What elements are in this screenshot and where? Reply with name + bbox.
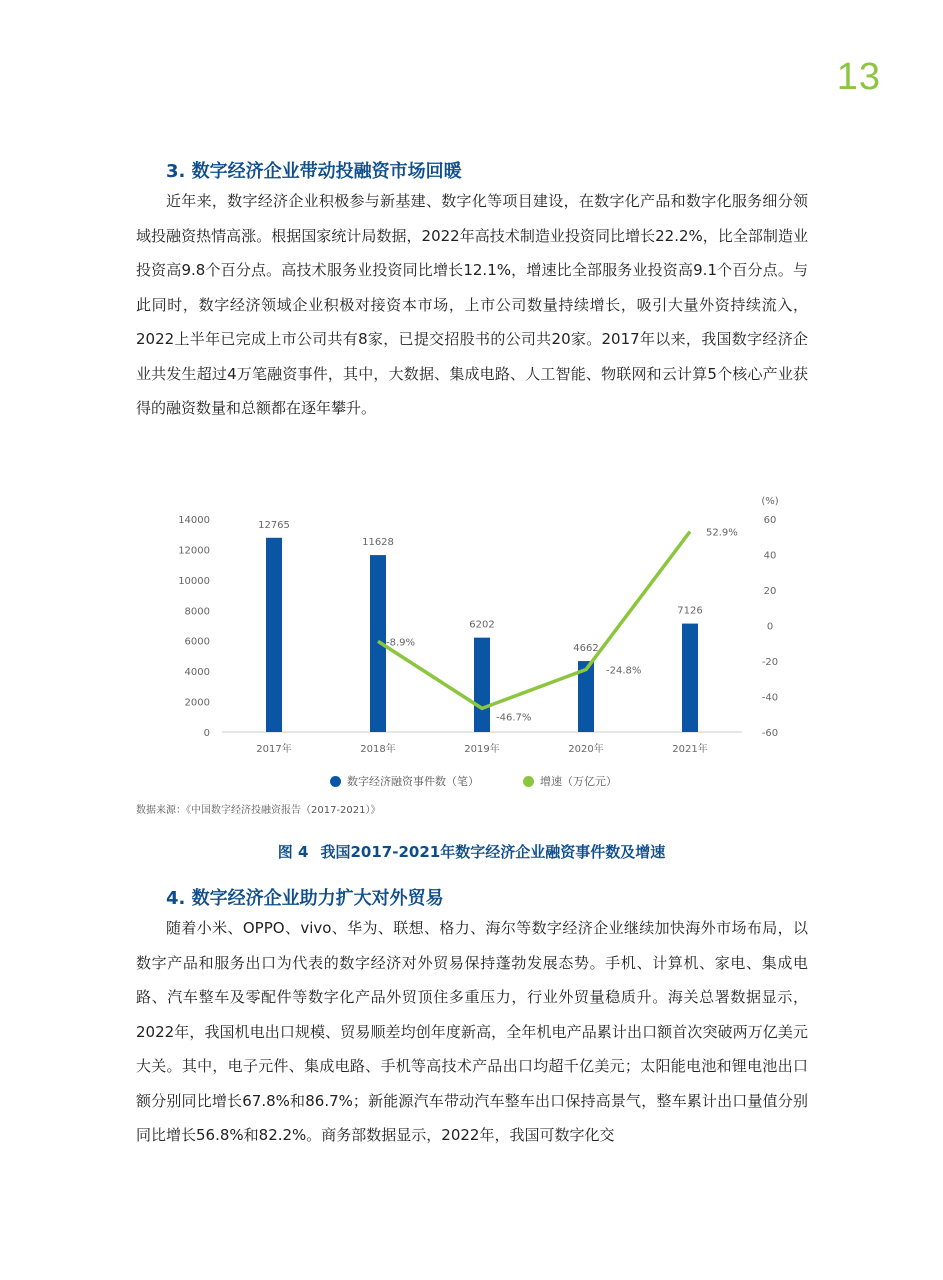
bar-data-label: 6202 bbox=[469, 619, 495, 631]
bar bbox=[266, 538, 282, 732]
legend-item-line bbox=[523, 773, 617, 789]
bar bbox=[474, 638, 490, 732]
y-left-tick-label: 4000 bbox=[184, 667, 210, 679]
legend-bar-label: 数字经济融资事件数（笔） bbox=[347, 775, 479, 788]
bar-data-label: 12765 bbox=[258, 519, 290, 531]
growth-line bbox=[378, 532, 690, 709]
section-4-paragraph: 随着小米、OPPO、vivo、华为、联想、格力、海尔等数字经济企业继续加快海外市场布局，以数字产品和服务出口为代表的数字经济对外贸易保持蓬勃发展态势。手机、计算机、家电、集成电路、汽车整车及零配件等数字化产品外贸顶住多重压力，行业外贸量稳质升。海关总署数据显示，2022年，我国机电出口规模、贸易顺差均创年度新高，全年机电产品累计出口额首次突破两万亿美元大关。其中，电子元件、集成电路、手机等高技术产品出口均超千亿美元；太阳能电池和锂电池出口额分别同比增长67.8%和86.7%；新能源汽车带动汽车整车出口保持高景气，整车累计出口量值分别同比增长56.8%和82.2%。商务部数据显示，2022年，我国可数字化交 bbox=[136, 919, 808, 1144]
legend-line-swatch bbox=[523, 776, 534, 787]
line-data-label: -46.7% bbox=[496, 712, 532, 724]
y-left-tick-label: 14000 bbox=[178, 515, 210, 526]
section-4-heading: 4. 数字经济企业助力扩大对外贸易 bbox=[166, 888, 444, 909]
x-tick-label: 2020年 bbox=[568, 744, 604, 755]
page-number: 13 bbox=[836, 56, 881, 98]
y-right-tick-label: 0 bbox=[766, 621, 774, 633]
y-left-tick-label: 2000 bbox=[184, 697, 210, 709]
y-right-tick-label: -60 bbox=[761, 728, 779, 739]
line-data-label: 52.9% bbox=[706, 527, 738, 539]
bar-data-label: 7126 bbox=[677, 605, 703, 617]
x-tick-label: 2018年 bbox=[360, 744, 396, 755]
y-right-unit-label: (%) bbox=[761, 496, 779, 507]
y-right-tick-label: -40 bbox=[761, 692, 779, 704]
y-left-tick-label: 6000 bbox=[184, 636, 210, 648]
chart-legend bbox=[330, 773, 617, 789]
y-left-tick-label: 0 bbox=[203, 728, 210, 739]
bar bbox=[682, 624, 698, 732]
line-data-label: -8.9% bbox=[386, 637, 416, 649]
legend-bar-swatch bbox=[330, 776, 341, 787]
chart-canvas bbox=[130, 492, 810, 772]
y-left-tick-label: 10000 bbox=[178, 575, 210, 587]
y-right-tick-label: 60 bbox=[763, 515, 777, 526]
y-right-tick-label: 20 bbox=[763, 586, 777, 597]
y-right-tick-label: 40 bbox=[763, 550, 777, 562]
section-3-heading: 3. 数字经济企业带动投融资市场回暖 bbox=[166, 161, 462, 182]
y-left-tick-label: 12000 bbox=[178, 545, 210, 557]
section-3-paragraph: 近年来，数字经济企业积极参与新基建、数字化等项目建设，在数字化产品和数字化服务细分领域投融资热情高涨。根据国家统计局数据，2022年高技术制造业投资同比增长22.2%，比全部制造业投资高9.8个百分点。高技术服务业投资同比增长12.1%，增速比全部服务业投资高9.1个百分点。与此同时，数字经济领域企业积极对接资本市场，上市公司数量持续增长，吸引大量外资持续流入，2022上半年已完成上市公司共有8家，已提交招股书的公司共20家。2017年以来，我国数字经济企业共发生超过4万笔融资事件，其中，大数据、集成电路、人工智能、物联网和云计算5个核心产业获得的融资数量和总额都在逐年攀升。 bbox=[136, 192, 808, 417]
x-tick-label: 2021年 bbox=[672, 744, 708, 755]
line-data-label: -24.8% bbox=[606, 665, 642, 677]
legend-item-bar bbox=[330, 773, 479, 789]
y-right-tick-label: -20 bbox=[761, 657, 779, 668]
figure-caption bbox=[0, 841, 943, 862]
bar-data-label: 11628 bbox=[362, 537, 394, 549]
x-tick-label: 2017年 bbox=[256, 744, 292, 755]
figure-number: 图 4 bbox=[277, 843, 309, 861]
data-source-note: 数据来源：《中国数字经济投融资报告（2017-2021）》 bbox=[136, 805, 381, 816]
x-tick-label: 2019年 bbox=[464, 744, 500, 755]
y-left-tick-label: 8000 bbox=[184, 606, 210, 618]
legend-line-label: 增速（万亿元） bbox=[540, 775, 617, 788]
figure-title: 我国2017-2021年数字经济企业融资事件数及增速 bbox=[320, 843, 666, 861]
bar-data-label: 4662 bbox=[573, 643, 599, 655]
